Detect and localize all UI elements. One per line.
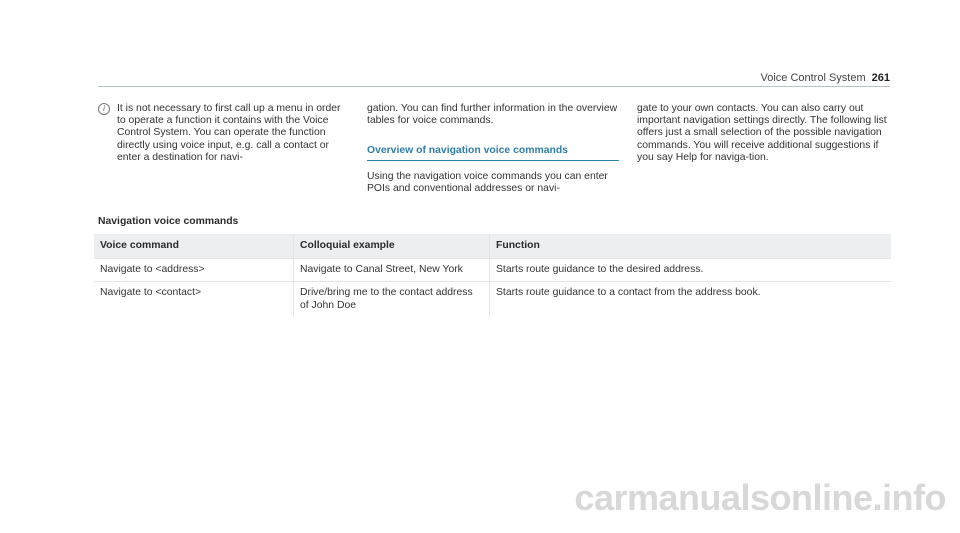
table-row <box>94 282 891 317</box>
table-title: Navigation voice commands <box>98 216 239 227</box>
header-voice-command: Voice command <box>94 234 294 259</box>
column-3-text: gate to your own contacts. You can also carry out important navigation settings directly. The following list offers just a small selection of the possible navigation commands. You will receive additional suggestions if you say Help for naviga-tion. <box>637 103 887 163</box>
info-icon: i <box>98 103 110 115</box>
cell-colloquial-example: Drive/bring me to the contact address of John Doe <box>294 282 490 317</box>
column-2 <box>367 103 619 195</box>
cell-function: Starts route guidance to a contact from the address book. <box>490 282 892 317</box>
column-1 <box>98 103 348 164</box>
cell-function: Starts route guidance to the desired address. <box>490 259 892 282</box>
page-number: 261 <box>871 72 890 84</box>
header-rule <box>98 86 890 87</box>
cell-voice-command: Navigate to <address> <box>94 259 294 282</box>
watermark: carmanualsonline.info <box>574 477 946 518</box>
cell-voice-command: Navigate to <contact> <box>94 282 294 317</box>
continuation-text: gation. You can find further information in the overview tables for voice commands. <box>367 103 618 127</box>
header-function: Function <box>490 234 892 259</box>
note-block <box>98 103 348 164</box>
page-header <box>760 72 890 84</box>
header-title: Voice Control System <box>760 72 866 84</box>
cell-colloquial-example: Navigate to Canal Street, New York <box>294 259 490 282</box>
header-colloquial-example: Colloquial example <box>294 234 490 259</box>
note-text: It is not necessary to first call up a menu in order to operate a function it contains with the Voice Control System. You can operate the function directly using voice input, e.g. call a contact or enter a destination for navi- <box>117 103 341 163</box>
voice-commands-table <box>94 234 891 317</box>
section-heading: Overview of navigation voice commands <box>367 145 619 160</box>
table-row <box>94 259 891 282</box>
table-header-row <box>94 234 891 259</box>
section-body: Using the navigation voice commands you can enter POIs and conventional addresses or navi- <box>367 170 608 194</box>
column-3 <box>637 103 890 164</box>
